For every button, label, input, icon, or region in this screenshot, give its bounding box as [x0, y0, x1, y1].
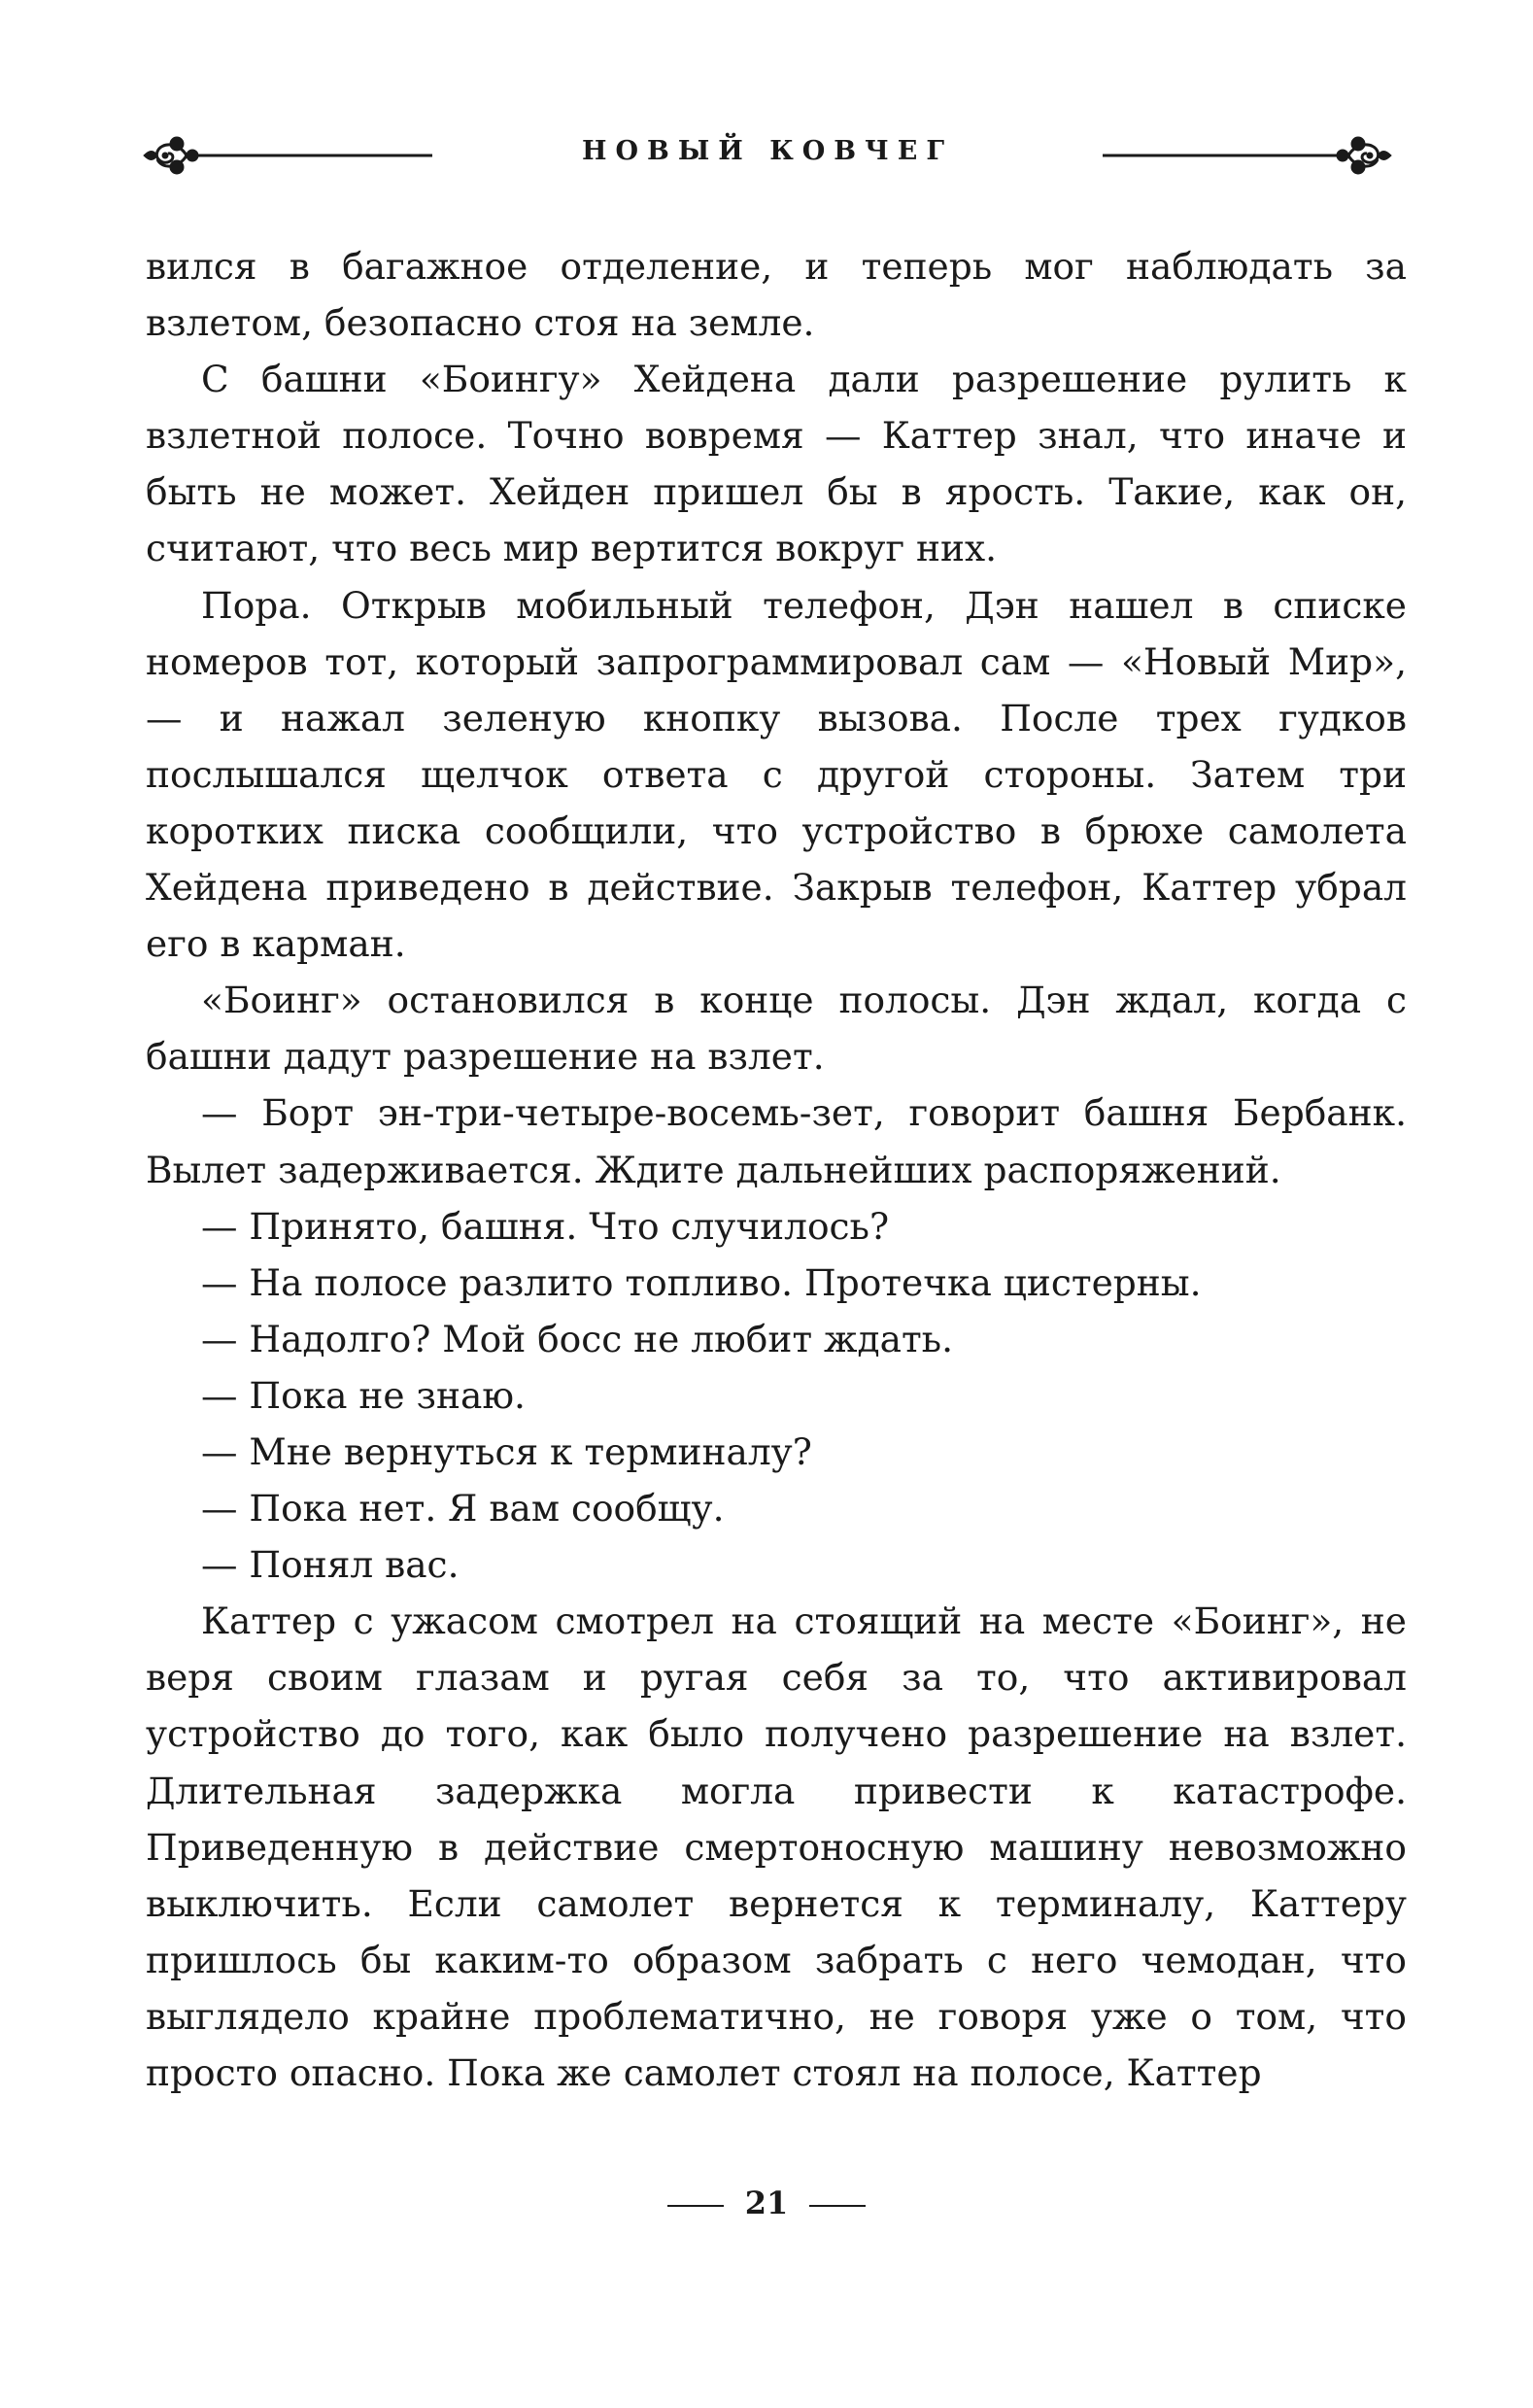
dialogue-line: — На полосе разлито топливо. Протечка цистерны. [201, 1260, 1202, 1304]
folio-dash [809, 2205, 866, 2207]
dialogue-line: — Принято, башня. Что случилось? [201, 1204, 890, 1248]
paragraph: вился в багажное отделение, и теперь мог наблюдать за взлетом, безопасно стоя на земле. [146, 245, 1407, 345]
folio-dash [667, 2205, 724, 2207]
floral-ornament-icon [1088, 115, 1399, 192]
running-header [136, 115, 1399, 192]
body-text [146, 238, 1407, 2101]
paragraph: «Боинг» остановился в конце полосы. Дэн ждал, когда с башни дадут разрешение на взлет. [146, 979, 1407, 1079]
dialogue-line: — Пока нет. Я вам сообщу. [201, 1487, 725, 1531]
dialogue-line: — Надолго? Мой босс не любит ждать. [201, 1317, 954, 1360]
paragraph: Каттер с ужасом смотрел на стоящий на месте «Боинг», не веря своим глазам и ругая себя за то, что активировал устройство до того, как было получено разрешение на взлет. Длительная задержка могла привести к катастрофе. Приведенную в действие смертоносную машину невозможно выключить. Если самолет вернется к терминалу, Каттеру пришлось бы каким-то образом забрать с него чемодан, что выглядело крайне проблематично, не говоря уже о том, что просто опасно. Пока же самолет стоял на полосе, Каттер [146, 1600, 1407, 2094]
dialogue-line: — Понял вас. [201, 1543, 460, 1587]
dialogue-line: — Пока не знаю. [201, 1373, 526, 1417]
paragraph: С башни «Боингу» Хейдена дали разрешение рулить к взлетной полосе. Точно вовремя — Каттер знал, что иначе и быть не может. Хейден пришел бы в ярость. Такие, как он, считают, что весь мир вертится вокруг них. [146, 358, 1407, 570]
page-number: 21 [744, 2184, 789, 2221]
dialogue-line: — Борт эн-три-четыре-восемь-зет, говорит башня Бербанк. Вылет задерживается. Ждите дальнейших распоряжений. [146, 1091, 1407, 1191]
dialogue-line: — Мне вернуться к терминалу? [201, 1429, 812, 1473]
page-number-footer [0, 2184, 1533, 2221]
paragraph: Пора. Открыв мобильный телефон, Дэн нашел в списке номеров тот, который запрограммировал сам — «Новый Мир», — и нажал зеленую кнопку вызова. После трех гудков послышался щелчок ответа с другой стороны. Затем три коротких писка сообщили, что устройство в брюхе самолета Хейдена приведено в действие. Закрыв телефон, Каттер убрал его в карман. [146, 583, 1407, 966]
running-title: НОВЫЙ КОВЧЕГ [582, 136, 953, 166]
